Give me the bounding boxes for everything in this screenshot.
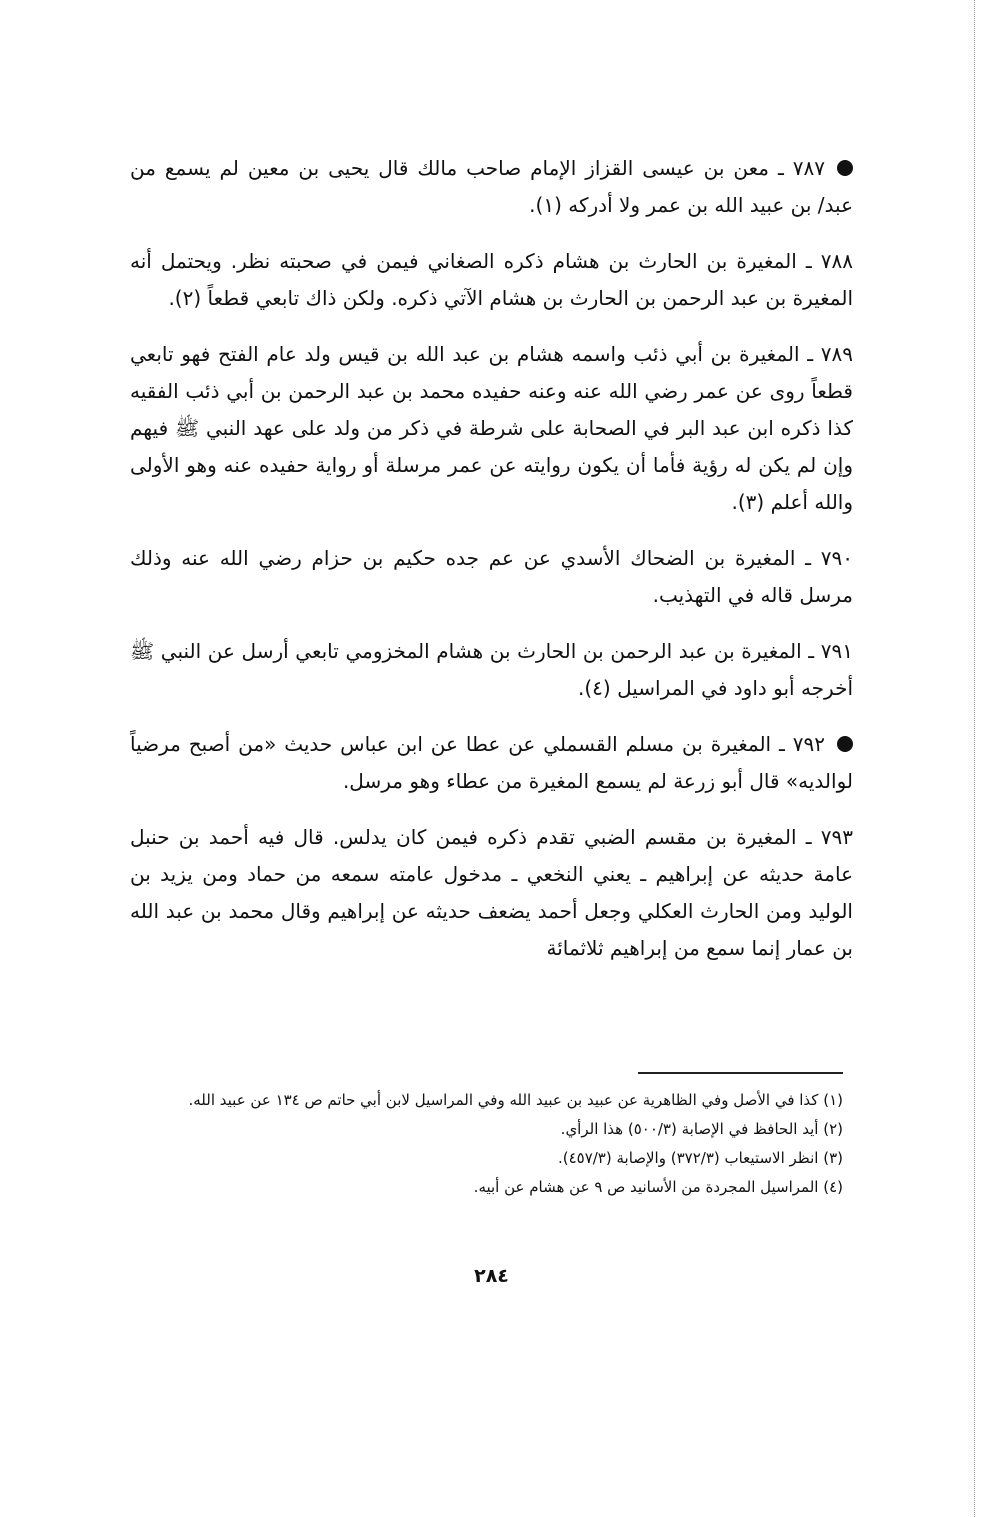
page-number: ٢٨٤ bbox=[474, 1265, 509, 1287]
entry-789 bbox=[130, 336, 853, 521]
entry-790 bbox=[130, 540, 853, 614]
footnote-1: (١) كذا في الأصل وفي الظاهرية عن عبيد بن عبيد الله وفي المراسيل لابن أبي حاتم ص ١٣٤ عن عبيد الله. bbox=[188, 1091, 843, 1109]
entry-text: ٧٨٧ ـ معن بن عيسى القزاز الإمام صاحب مالك قال يحيى بن معين لم يسمع من عبد/ بن عبيد الله بن عمر ولا أدركه (١). bbox=[130, 156, 853, 217]
bullet-dot-icon bbox=[837, 160, 853, 176]
entry-text: ٧٩٠ ـ المغيرة بن الضحاك الأسدي عن عم جده حكيم بن حزام رضي الله عنه وذلك مرسل قاله في التهذيب. bbox=[130, 546, 853, 607]
footnote-divider bbox=[638, 1072, 843, 1074]
entry-text: ٧٩١ ـ المغيرة بن عبد الرحمن بن الحارث بن هشام المخزومي تابعي أرسل عن النبي ﷺ أخرجه أبو داود في المراسيل (٤). bbox=[130, 639, 853, 700]
entry-text: ٧٨٨ ـ المغيرة بن الحارث بن هشام ذكره الصغاني فيمن في صحبته نظر. ويحتمل أنه المغيرة بن عبد الرحمن بن الحارث بن هشام الآتي ذكره. ولكن ذاك تابعي قطعاً (٢). bbox=[130, 249, 853, 310]
footnotes-section bbox=[130, 1086, 843, 1202]
entry-792 bbox=[130, 726, 853, 800]
bullet-dot-icon bbox=[837, 736, 853, 752]
entry-793 bbox=[130, 819, 853, 967]
footnote-2: (٢) أيد الحافظ في الإصابة (٥٠٠/٣) هذا الرأي. bbox=[560, 1120, 843, 1138]
footnote-4: (٤) المراسيل المجردة من الأسانيد ص ٩ عن هشام عن أبيه. bbox=[473, 1178, 843, 1196]
page-edge-dotted-line bbox=[974, 0, 975, 1517]
entry-787 bbox=[130, 150, 853, 224]
entry-788 bbox=[130, 243, 853, 317]
entry-791 bbox=[130, 633, 853, 707]
main-text-body bbox=[130, 150, 853, 986]
entry-text: ٧٩٢ ـ المغيرة بن مسلم القسملي عن عطا عن ابن عباس حديث «من أصبح مرضياً لوالديه» قال أبو زرعة لم يسمع المغيرة من عطاء وهو مرسل. bbox=[130, 732, 853, 793]
footnote-3: (٣) انظر الاستيعاب (٣٧٢/٣) والإصابة (٤٥٧/٣). bbox=[557, 1149, 843, 1167]
entry-text: ٧٩٣ ـ المغيرة بن مقسم الضبي تقدم ذكره فيمن كان يدلس. قال فيه أحمد بن حنبل عامة حديثه عن إبراهيم ـ يعني النخعي ـ مدخول عامته سمعه من حماد ومن يزيد بن الوليد ومن الحارث العكلي وجعل أحمد يضعف حديثه عن إبراهيم وقال محمد بن عبد الله بن عمار إنما سمع من إبراهيم ثلاثمائة bbox=[130, 825, 853, 960]
entry-text: ٧٨٩ ـ المغيرة بن أبي ذئب واسمه هشام بن عبد الله بن قيس ولد عام الفتح فهو تابعي قطعاً روى عن عمر رضي الله عنه وعنه حفيده محمد بن عبد الرحمن بن أبي ذئب الفقيه كذا ذكره ابن عبد البر في الصحابة على شرطة في ذكر من ولد على عهد النبي ﷺ فيهم وإن لم يكن له رؤية فأما أن يكون روايته عن عمر مرسلة أو رواية حفيده عنه وهو الأولى والله أعلم (٣). bbox=[130, 342, 853, 514]
